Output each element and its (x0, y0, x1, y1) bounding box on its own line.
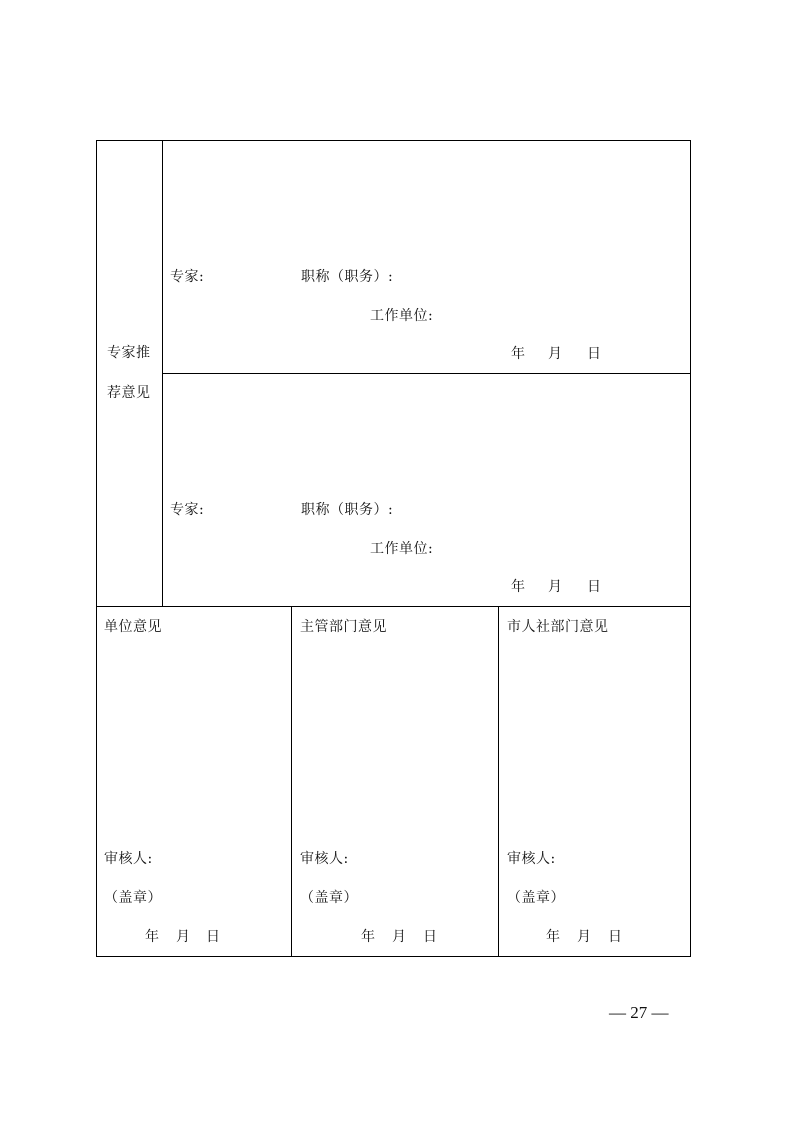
expert-work-unit-label: 工作单位: (370, 541, 434, 557)
reviewer-label: 审核人: (507, 851, 556, 867)
opinion-divider-2 (498, 606, 499, 957)
table-border-left (96, 140, 97, 957)
expert-name-label: 专家: (170, 269, 205, 285)
opinion-divider-1 (291, 606, 292, 957)
opinion-heading: 单位意见 (104, 619, 162, 635)
expert-name-label: 专家: (170, 502, 205, 518)
expert-title-label: 职称（职务）: (301, 269, 394, 285)
expert-row-divider (162, 373, 691, 374)
opinion-heading: 市人社部门意见 (507, 619, 609, 635)
date-year-label: 年 (511, 346, 526, 362)
reviewer-label: 审核人: (300, 851, 349, 867)
opinion-heading: 主管部门意见 (300, 619, 387, 635)
date-year-label: 年 (145, 929, 160, 945)
date-month-label: 月 (548, 346, 563, 362)
date-year-label: 年 (546, 929, 561, 945)
date-day-label: 日 (587, 579, 602, 595)
date-year-label: 年 (361, 929, 376, 945)
date-day-label: 日 (608, 929, 623, 945)
page-number: — 27 — (609, 1003, 669, 1022)
expert-title-label: 职称（职务）: (301, 502, 394, 518)
date-month-label: 月 (548, 579, 563, 595)
seal-label: （盖章） (507, 890, 565, 906)
date-month-label: 月 (176, 929, 191, 945)
table-border-top (96, 140, 691, 141)
section-divider (96, 606, 691, 607)
date-month-label: 月 (577, 929, 592, 945)
date-month-label: 月 (392, 929, 407, 945)
expert-section-label-line2: 荐意见 (107, 385, 151, 401)
seal-label: （盖章） (104, 890, 162, 906)
date-day-label: 日 (587, 346, 602, 362)
seal-label: （盖章） (300, 890, 358, 906)
table-border-right (690, 140, 691, 957)
table-border-bottom (96, 956, 691, 957)
date-year-label: 年 (511, 579, 526, 595)
reviewer-label: 审核人: (104, 851, 153, 867)
expert-section-label-line1: 专家推 (107, 345, 151, 361)
expert-work-unit-label: 工作单位: (370, 308, 434, 324)
date-day-label: 日 (423, 929, 438, 945)
date-day-label: 日 (206, 929, 221, 945)
